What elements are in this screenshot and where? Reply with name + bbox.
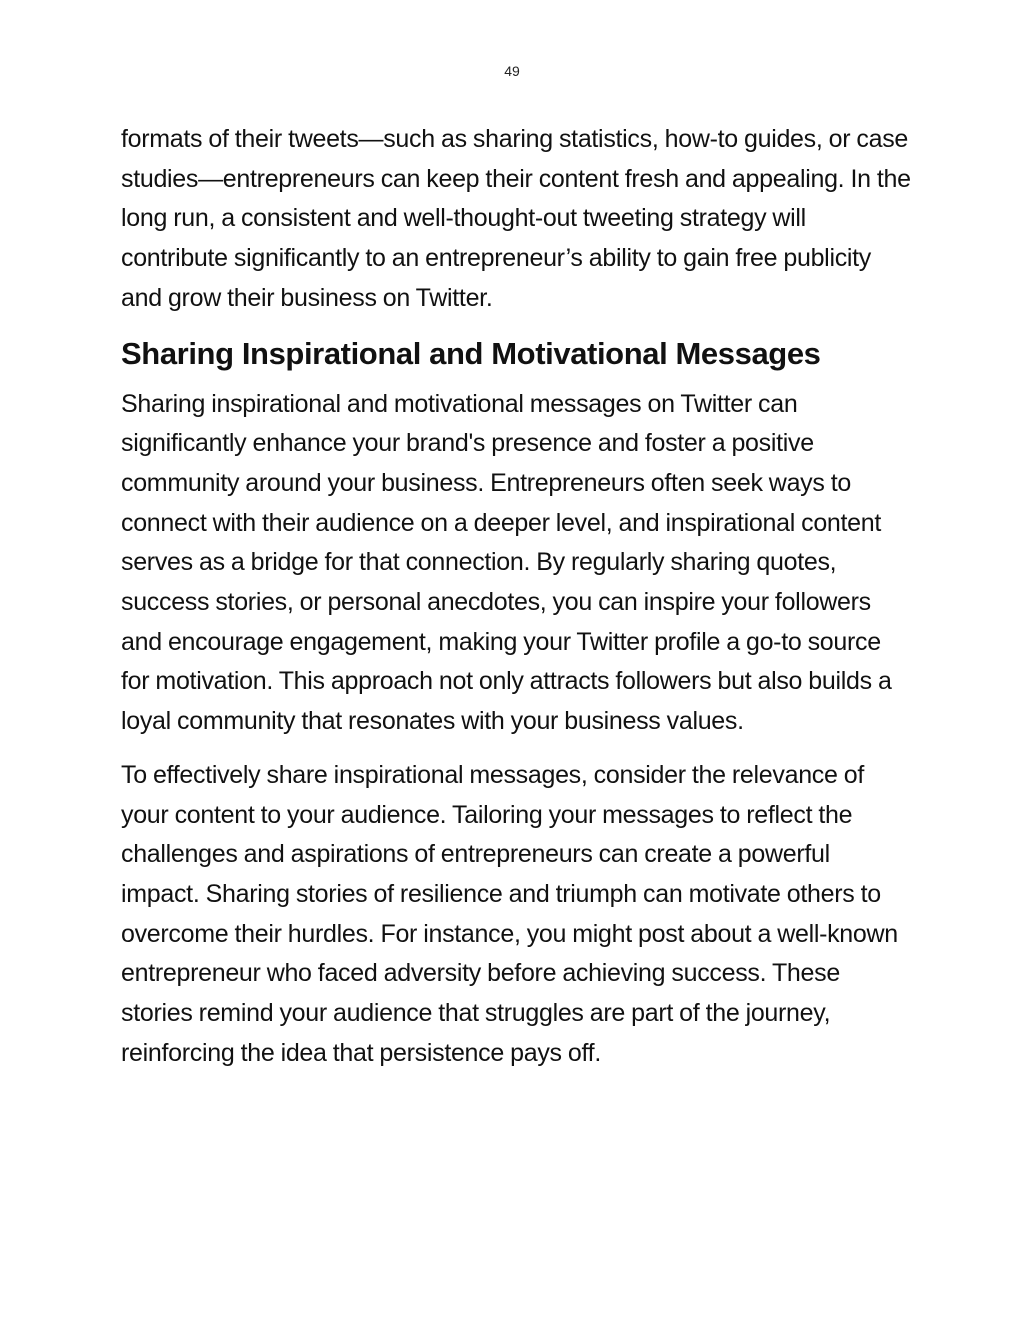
section-heading: Sharing Inspirational and Motivational Messages xyxy=(121,335,821,371)
intro-paragraph: formats of their tweets—such as sharing statistics, how-to guides, or case studies—entrepreneurs can keep their content fresh and appealing. In the long run, a consistent and well-thought-out tweeting strategy will contribute significantly to an entrepreneur’s ability to gain free publicity and grow their business on Twitter. xyxy=(121,125,911,312)
page-number: 49 xyxy=(504,63,520,79)
section-paragraph-1: Sharing inspirational and motivational messages on Twitter can significantly enhance your brand's presence and foster a positive community around your business. Entrepreneurs often seek ways to connect with their audience on a deeper level, and inspirational content serves as a bridge for that connection. By regularly sharing quotes, success stories, or personal anecdotes, you can inspire your followers and encourage engagement, making your Twitter profile a go-to source for motivation. This approach not only attracts followers but also builds a loyal community that resonates with your business values. xyxy=(121,389,892,736)
section-paragraph-2: To effectively share inspirational messages, consider the relevance of your content to your audience. Tailoring your messages to reflect the challenges and aspirations of entrepreneurs can create a powerful impact. Sharing stories of resilience and triumph can motivate others to overcome their hurdles. For instance, you might post about a well-known entrepreneur who faced adversity before achieving success. These stories remind your audience that struggles are part of the journey, reinforcing the idea that persistence pays off. xyxy=(121,760,898,1067)
page-body xyxy=(121,120,911,1073)
